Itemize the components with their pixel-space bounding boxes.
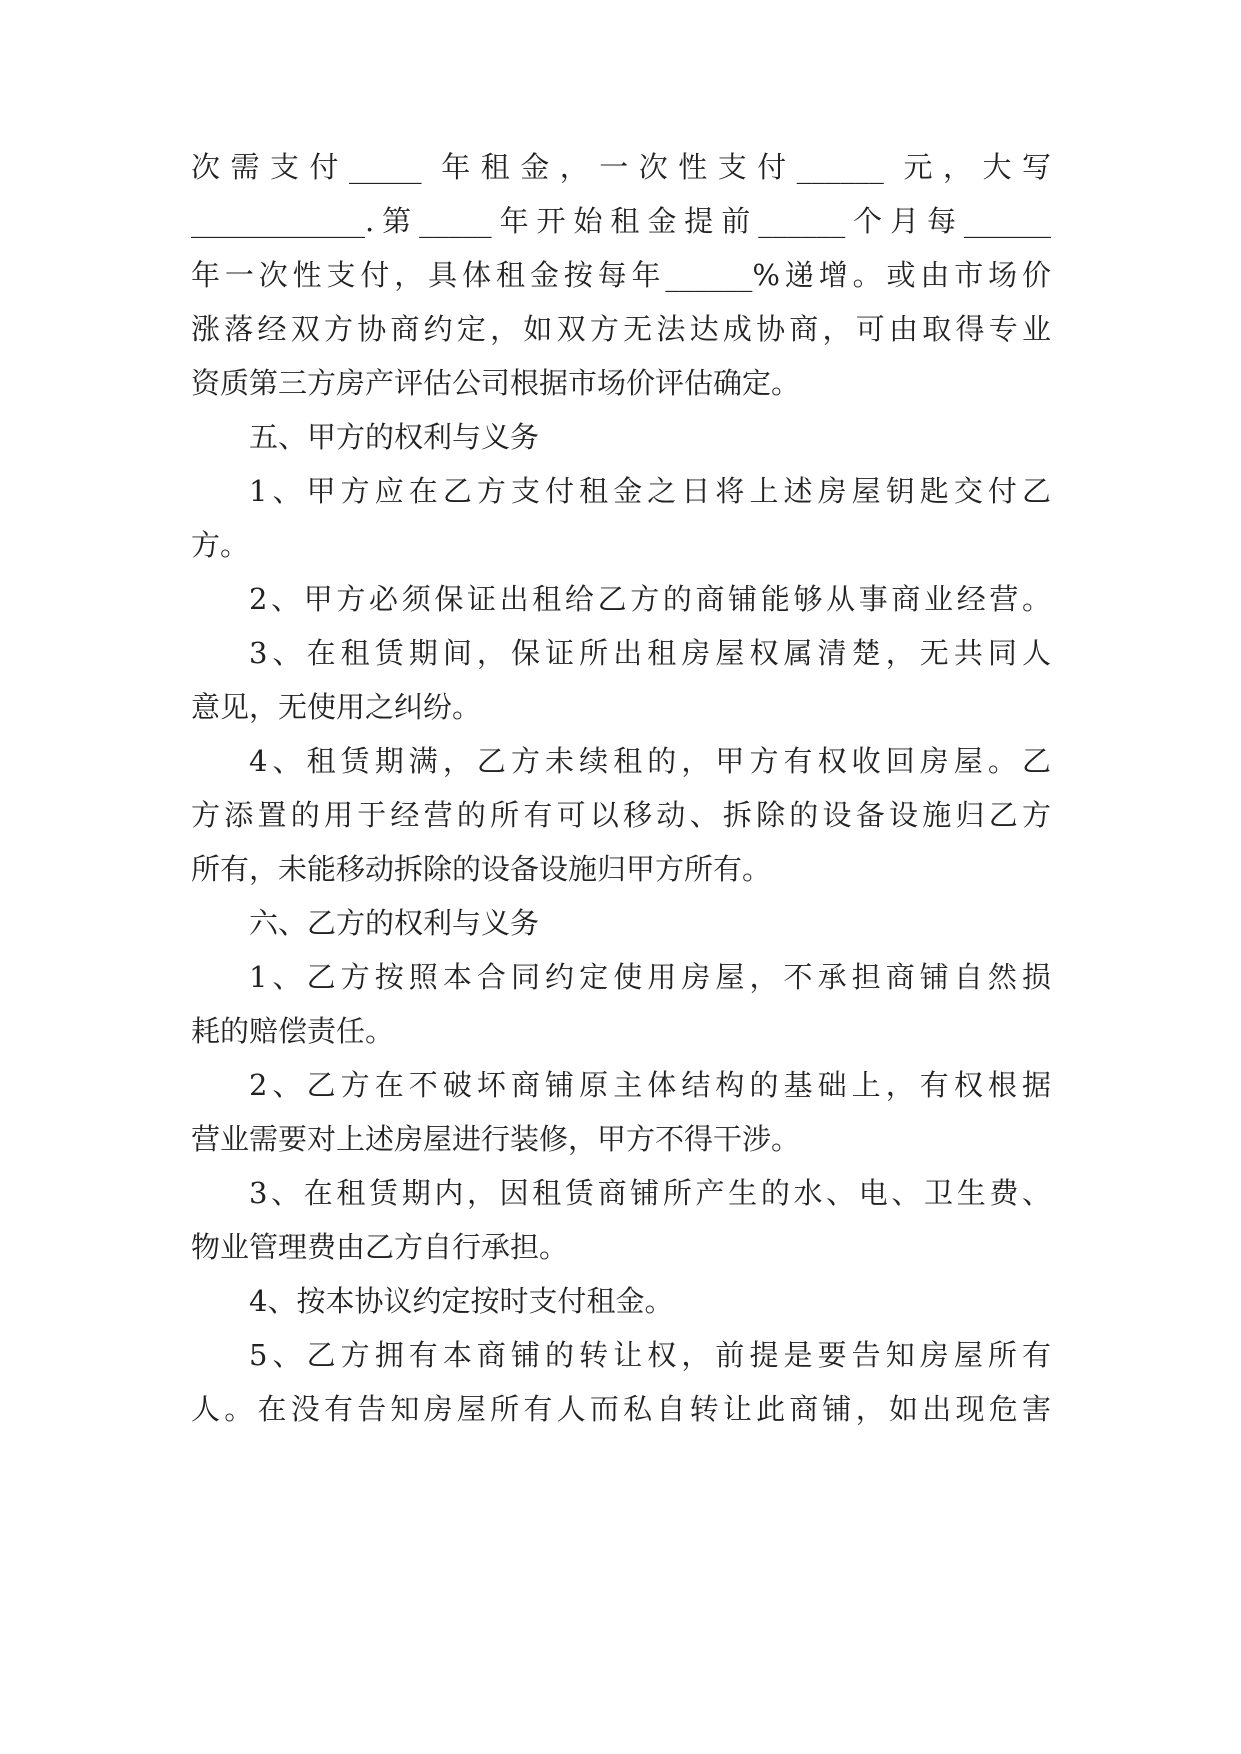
text-line: 4、租赁期满，乙方未续租的，甲方有权收回房屋。乙 [249,744,1051,778]
text-line: 人。在没有告知房屋所有人而私自转让此商铺，如出现危害 [191,1392,1051,1426]
text-line: 方。 [191,528,250,562]
text-line: ____________.第_____年开始租金提前______个月每______ [191,204,1051,238]
text-line: 次需支付_____ 年租金，一次性支付______ 元，大写 [191,150,1051,184]
text-line: 耗的赔偿责任。 [191,1014,395,1048]
section-heading: 五、甲方的权利与义务 [249,420,540,454]
text-line: 营业需要对上述房屋进行装修，甲方不得干涉。 [191,1122,801,1156]
text-line: 涨落经双方协商约定，如双方无法达成协商，可由取得专业 [191,312,1051,346]
text-line: 5、乙方拥有本商铺的转让权，前提是要告知房屋所有 [249,1338,1051,1372]
text-line: 3、在租赁期间，保证所出租房屋权属清楚，无共同人 [249,636,1051,670]
text-line: 年一次性支付，具体租金按每年______%递增。或由市场价 [191,258,1051,292]
text-line: 1、乙方按照本合同约定使用房屋，不承担商铺自然损 [249,960,1051,994]
text-line: 2、乙方在不破坏商铺原主体结构的基础上，有权根据 [249,1068,1051,1102]
text-line: 4、按本协议约定按时支付租金。 [249,1284,674,1318]
text-line: 方添置的用于经营的所有可以移动、拆除的设备设施归乙方 [191,798,1051,832]
text-line: 所有，未能移动拆除的设备设施归甲方所有。 [191,852,772,886]
text-line: 资质第三方房产评估公司根据市场价评估确定。 [191,366,801,400]
section-heading: 六、乙方的权利与义务 [249,906,540,940]
text-line: 1、甲方应在乙方支付租金之日将上述房屋钥匙交付乙 [249,474,1051,508]
text-line: 物业管理费由乙方自行承担。 [191,1230,569,1264]
text-line: 3、在租赁期内，因租赁商铺所产生的水、电、卫生费、 [249,1176,1051,1210]
text-line: 意见，无使用之纠纷。 [191,690,482,724]
text-line: 2、甲方必须保证出租给乙方的商铺能够从事商业经营。 [249,582,1051,616]
